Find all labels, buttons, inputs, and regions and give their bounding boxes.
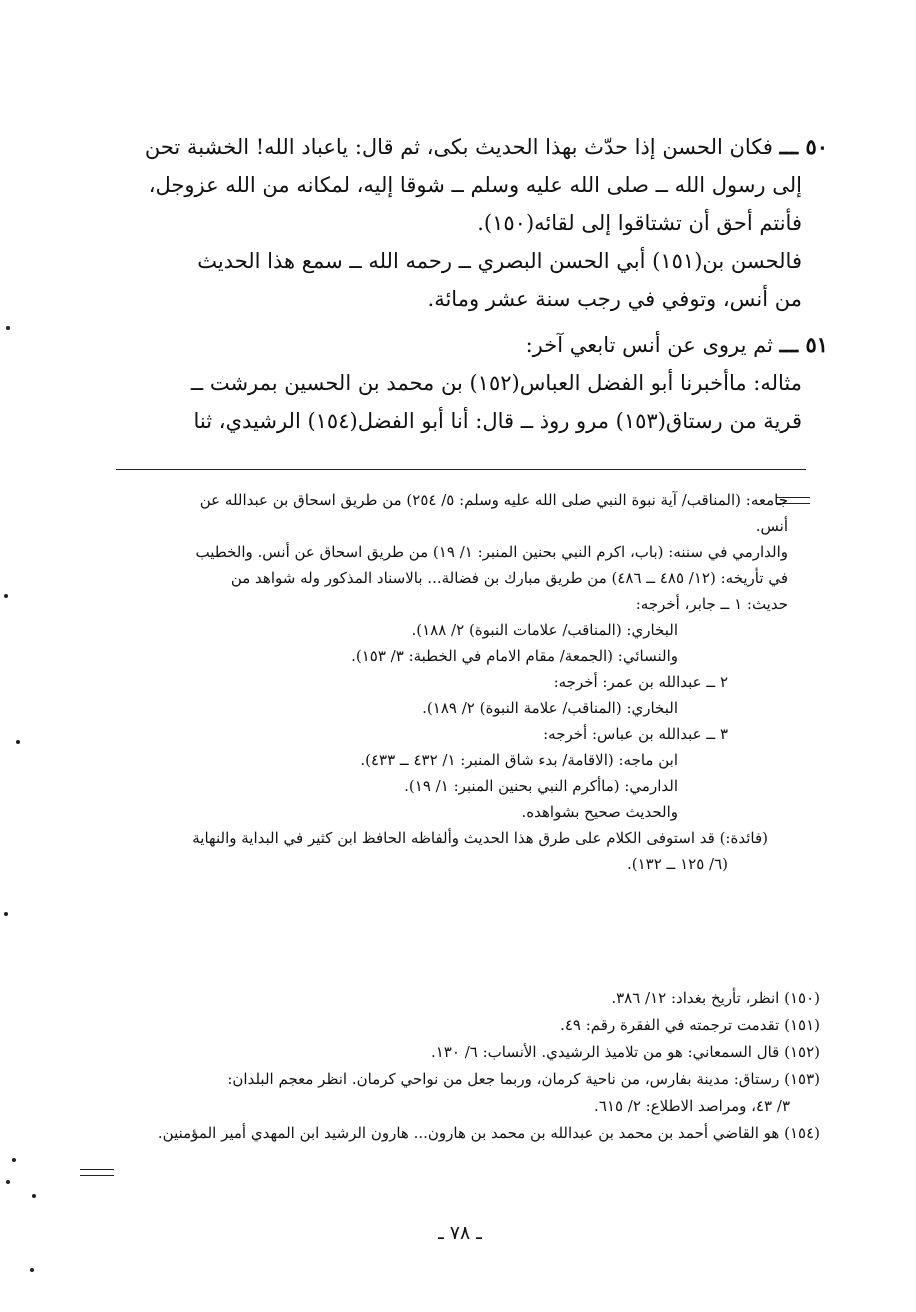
footnote-line: ٣ ــ عبدالله بن عباس: أخرجه: xyxy=(543,725,728,743)
paragraph-51-heading xyxy=(108,326,828,364)
scan-speck xyxy=(6,1180,10,1184)
text-line: من أنس، وتوفي في رجب سنة عشر ومائة. xyxy=(427,287,802,311)
footnote-line: البخاري: (المناقب/ علامات النبوة) ٢/ ١٨٨). xyxy=(411,621,678,639)
text-line: ثم يروى عن أنس تابعي آخر: xyxy=(525,333,773,357)
scan-speck xyxy=(30,1268,34,1272)
footnote-line: البخاري: (المناقب/ علامة النبوة) ٢/ ١٨٩). xyxy=(422,699,678,717)
paragraph-50-line-1 xyxy=(108,128,828,166)
scan-speck xyxy=(6,326,10,330)
footnote-153-continued: ٣/ ٤٣، ومراصد الاطلاع: ٢/ ٦١٥. xyxy=(594,1097,790,1115)
footnote-154: (١٥٤) هو القاضي أحمد بن محمد بن عبدالله بن محمد بن هارون... هارون الرشيد ابن المهدي أمير المؤمنين. xyxy=(157,1124,820,1142)
footnote-continuation xyxy=(128,487,788,877)
scan-speck xyxy=(12,1158,16,1162)
paragraph-number: ٥٠ ـــ xyxy=(779,134,828,159)
text-line: فالحسن بن(١٥١) أبي الحسن البصري ــ رحمه الله ــ سمع هذا الحديث xyxy=(197,249,802,273)
scan-speck xyxy=(4,594,8,598)
footnote-line: الدارمي: (ماأكرم النبي بحنين المنبر: ١/ ١٩). xyxy=(404,777,678,795)
footnote-line: جامعه: (المناقب/ آية نبوة النبي صلى الله عليه وسلم: ٥/ ٢٥٤) من طريق اسحاق بن عبدالله عن xyxy=(199,491,788,509)
page-number: ـ ٧٨ ـ xyxy=(438,1222,482,1244)
text-line: مثاله: ماأخبرنا أبو الفضل العباس(١٥٢) بن محمد بن الحسين بمرشت ــ xyxy=(190,371,802,395)
paragraph-50 xyxy=(108,128,828,318)
scan-speck xyxy=(32,1194,36,1198)
footnote-line: في تأريخه: (١٢/ ٤٨٥ ــ ٤٨٦) من طريق مبارك بن فضالة... بالاسناد المذكور وله شواهد من xyxy=(230,569,788,587)
footnote-line: والنسائي: (الجمعة/ مقام الامام في الخطبة: ٣/ ١٥٣). xyxy=(351,647,678,665)
footnote-line: والحديث صحيح بشواهده. xyxy=(521,803,678,821)
paragraph-number: ٥١ ـــ xyxy=(779,332,828,357)
footnote-line: أنس. xyxy=(755,517,788,535)
footnotes xyxy=(118,985,820,1147)
text-line: فكان الحسن إذا حدّث بهذا الحديث بكى، ثم قال: ياعباد الله! الخشبة تحن xyxy=(144,135,773,159)
footnote-separator xyxy=(116,469,806,470)
scan-speck xyxy=(16,740,20,744)
footnote-line: حديث: ١ ــ جابر، أخرجه: xyxy=(635,595,788,613)
scan-speck xyxy=(4,912,8,916)
footnote-152: (١٥٢) قال السمعاني: هو من تلاميذ الرشيدي. الأنساب: ٦/ ١٣٠. xyxy=(430,1043,820,1061)
footnote-line: والدارمي في سننه: (باب، اكرم النبي بحنين المنبر: ١/ ١٩) من طريق اسحاق عن أنس. والخطيب xyxy=(195,543,788,561)
footnote-151: (١٥١) تقدمت ترجمته في الفقرة رقم: ٤٩. xyxy=(560,1016,820,1034)
text-line: إلى رسول الله ــ صلى الله عليه وسلم ــ شوقا إليه، لمكانه من الله عزوجل، xyxy=(148,173,802,197)
main-text xyxy=(108,128,828,448)
text-line: فأنتم أحق أن تشتاقوا إلى لقائه(١٥٠). xyxy=(477,211,802,235)
footnote-153: (١٥٣) رستاق: مدينة بفارس، من ناحية كرمان، وربما جعل من نواحي كرمان. انظر معجم البلدان: xyxy=(227,1070,820,1088)
paragraph-51 xyxy=(108,326,828,440)
footnote-line: (فائدة:) قد استوفى الكلام على طرق هذا الحديث وألفاظه الحافظ ابن كثير في البداية والنهاية xyxy=(192,829,768,847)
text-line: قرية من رستاق(١٥٣) مرو روذ ــ قال: أنا أبو الفضل(١٥٤) الرشيدي، ثنا xyxy=(193,409,802,433)
footnote-line: ابن ماجه: (الاقامة/ بدء شاق المنبر: ١/ ٤٣٢ ــ ٤٣٣). xyxy=(360,751,678,769)
footnote-line: ٢ ــ عبدالله بن عمر: أخرجه: xyxy=(553,673,728,691)
footnote-150: (١٥٠) انظر، تأريخ بغداد: ١٢/ ٣٨٦. xyxy=(611,989,820,1007)
continuation-marker xyxy=(80,1169,114,1176)
footnote-line: (٦/ ١٢٥ ــ ١٣٢). xyxy=(626,855,728,873)
